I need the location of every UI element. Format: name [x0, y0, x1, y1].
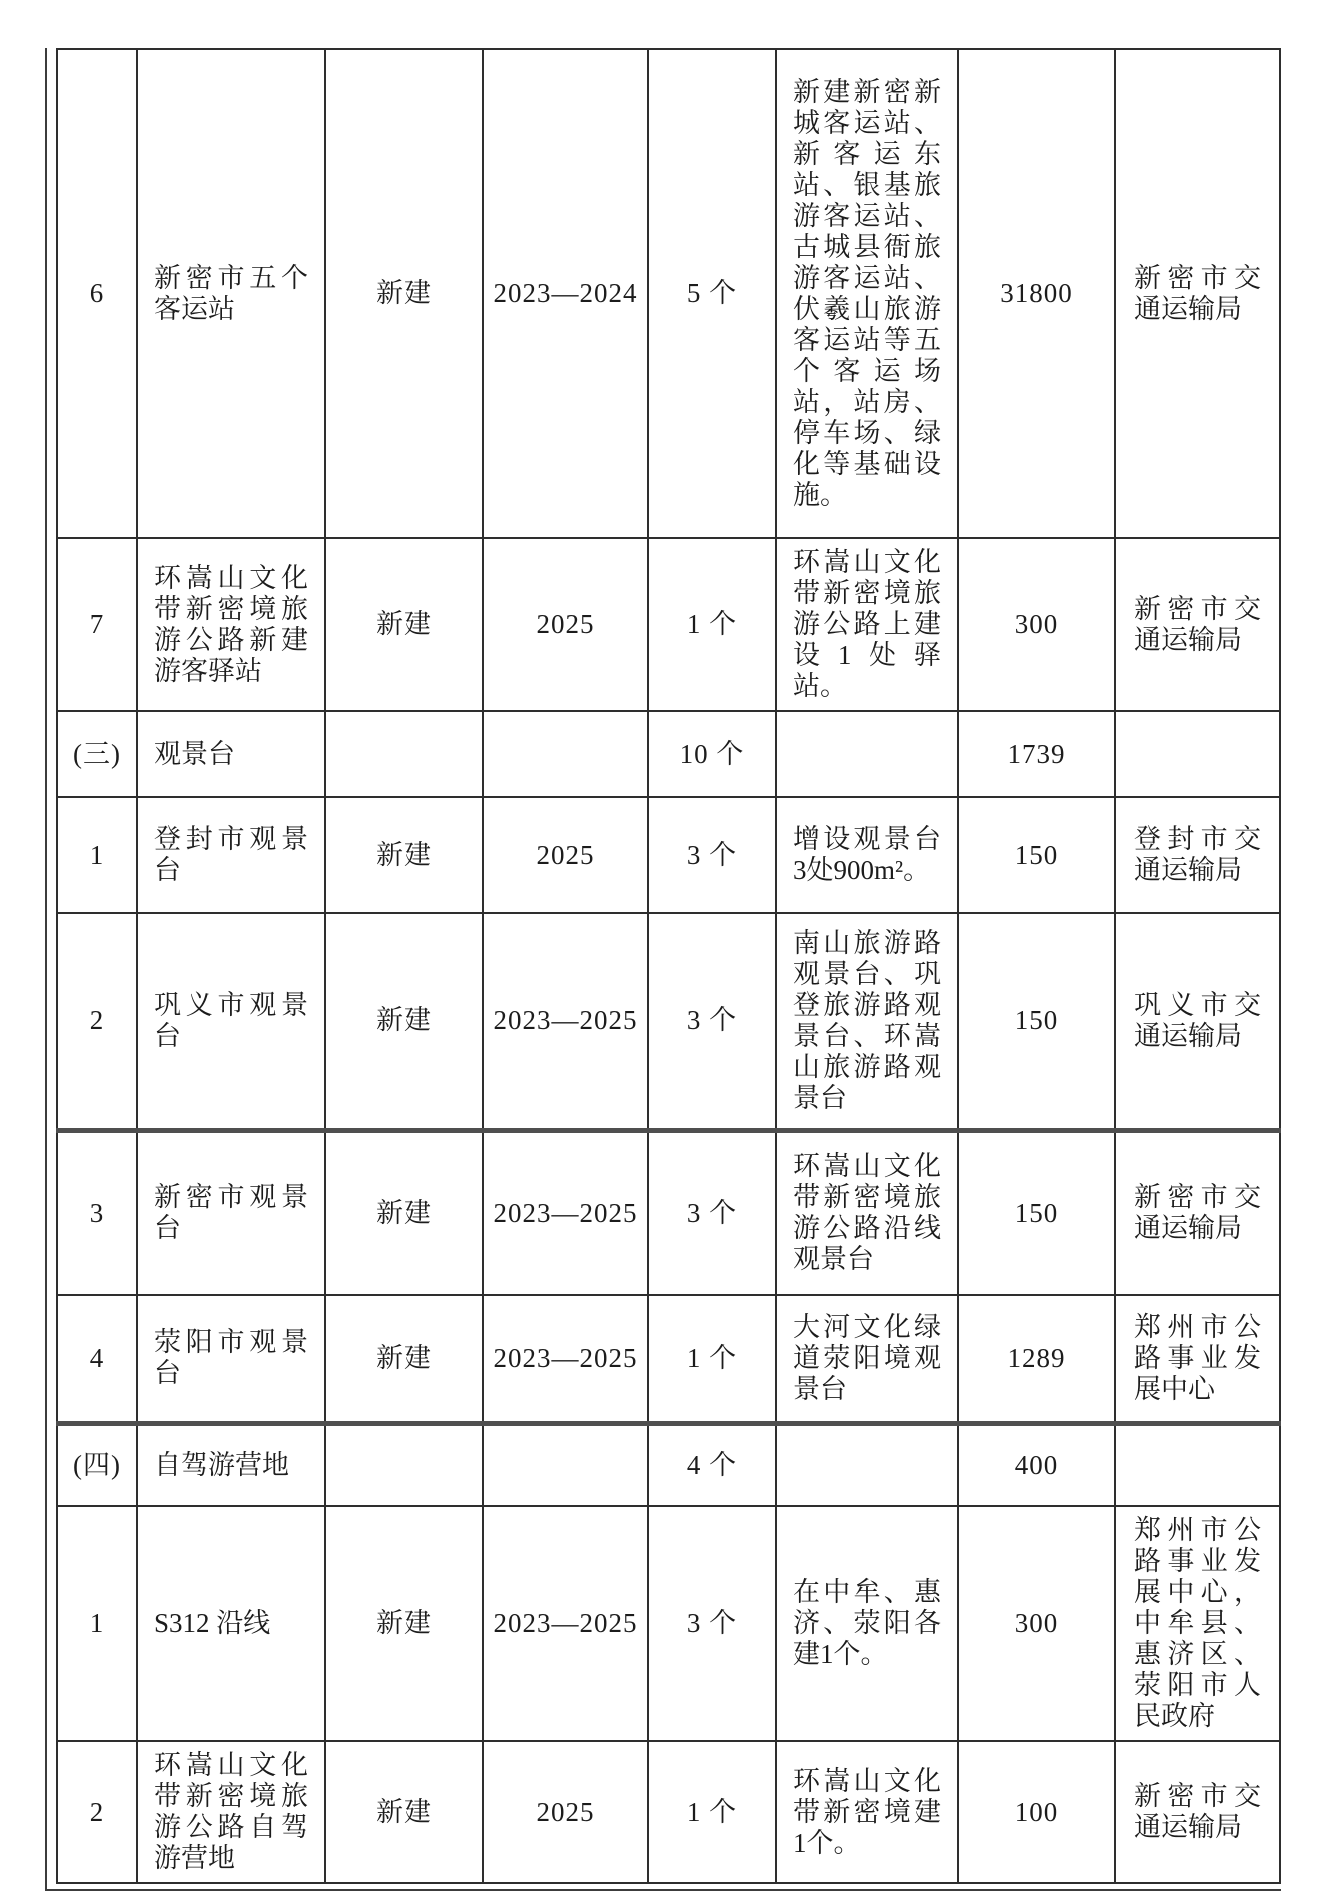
table-row	[57, 913, 1280, 1130]
cell-investment: 1289	[958, 1295, 1115, 1423]
cell-quantity: 3 个	[648, 1506, 776, 1741]
table-row-section	[57, 1423, 1280, 1506]
projects-table-wrapper	[45, 48, 1281, 1891]
cell-department: 新密市交通运输局	[1115, 49, 1280, 538]
cell-seq: (三)	[57, 711, 137, 797]
cell-seq: 1	[57, 797, 137, 913]
cell-investment: 150	[958, 913, 1115, 1130]
table-row	[57, 538, 1280, 711]
cell-quantity: 1 个	[648, 538, 776, 711]
cell-department	[1115, 711, 1280, 797]
cell-seq: 7	[57, 538, 137, 711]
cell-years: 2023—2024	[483, 49, 648, 538]
cell-seq: 2	[57, 1741, 137, 1883]
cell-nature: 新建	[325, 1130, 483, 1295]
cell-department: 登封市交通运输局	[1115, 797, 1280, 913]
table-row	[57, 1741, 1280, 1883]
cell-investment: 150	[958, 1130, 1115, 1295]
cell-investment: 100	[958, 1741, 1115, 1883]
table-row	[57, 797, 1280, 913]
cell-nature: 新建	[325, 49, 483, 538]
cell-nature: 新建	[325, 538, 483, 711]
cell-content: 增设观景台3处900m²。	[776, 797, 958, 913]
cell-seq: 1	[57, 1506, 137, 1741]
cell-project: 环嵩山文化带新密境旅游公路自驾游营地	[137, 1741, 325, 1883]
cell-project: 观景台	[137, 711, 325, 797]
cell-quantity: 4 个	[648, 1423, 776, 1506]
cell-project: 自驾游营地	[137, 1423, 325, 1506]
table-row	[57, 49, 1280, 538]
cell-project: 新密市观景台	[137, 1130, 325, 1295]
cell-department: 郑州市公路事业发展中心	[1115, 1295, 1280, 1423]
table-row	[57, 1506, 1280, 1741]
cell-content: 大河文化绿道荥阳境观景台	[776, 1295, 958, 1423]
cell-investment: 31800	[958, 49, 1115, 538]
cell-investment: 300	[958, 1506, 1115, 1741]
cell-content: 环嵩山文化带新密境旅游公路上建设1处驿站。	[776, 538, 958, 711]
cell-content: 新建新密新城客运站、新客运东站、银基旅游客运站、古城县衙旅游客运站、伏羲山旅游客运站等五个客运场站，站房、停车场、绿化等基础设施。	[776, 49, 958, 538]
cell-project: 荥阳市观景台	[137, 1295, 325, 1423]
cell-seq: 2	[57, 913, 137, 1130]
cell-years: 2023—2025	[483, 1506, 648, 1741]
cell-project: S312 沿线	[137, 1506, 325, 1741]
cell-content	[776, 1423, 958, 1506]
cell-nature: 新建	[325, 1741, 483, 1883]
cell-quantity: 5 个	[648, 49, 776, 538]
cell-investment: 300	[958, 538, 1115, 711]
cell-investment: 1739	[958, 711, 1115, 797]
cell-project: 巩义市观景台	[137, 913, 325, 1130]
cell-years	[483, 711, 648, 797]
cell-quantity: 1 个	[648, 1741, 776, 1883]
cell-seq: 3	[57, 1130, 137, 1295]
cell-nature: 新建	[325, 1506, 483, 1741]
cell-department: 巩义市交通运输局	[1115, 913, 1280, 1130]
cell-quantity: 1 个	[648, 1295, 776, 1423]
cell-department	[1115, 1423, 1280, 1506]
table-row	[57, 1130, 1280, 1295]
cell-investment: 150	[958, 797, 1115, 913]
cell-quantity: 3 个	[648, 797, 776, 913]
cell-years: 2025	[483, 1741, 648, 1883]
cell-investment: 400	[958, 1423, 1115, 1506]
cell-content	[776, 711, 958, 797]
cell-nature: 新建	[325, 1295, 483, 1423]
cell-seq: 6	[57, 49, 137, 538]
cell-seq: (四)	[57, 1423, 137, 1506]
cell-department: 新密市交通运输局	[1115, 1130, 1280, 1295]
cell-years: 2025	[483, 797, 648, 913]
cell-quantity: 10 个	[648, 711, 776, 797]
cell-project: 新密市五个客运站	[137, 49, 325, 538]
cell-content: 环嵩山文化带新密境旅游公路沿线观景台	[776, 1130, 958, 1295]
cell-quantity: 3 个	[648, 913, 776, 1130]
cell-years	[483, 1423, 648, 1506]
cell-department: 新密市交通运输局	[1115, 1741, 1280, 1883]
cell-content: 南山旅游路观景台、巩登旅游路观景台、环嵩山旅游路观景台	[776, 913, 958, 1130]
projects-table	[56, 48, 1281, 1884]
cell-years: 2025	[483, 538, 648, 711]
cell-quantity: 3 个	[648, 1130, 776, 1295]
cell-nature: 新建	[325, 797, 483, 913]
cell-nature	[325, 711, 483, 797]
cell-seq: 4	[57, 1295, 137, 1423]
cell-project: 环嵩山文化带新密境旅游公路新建游客驿站	[137, 538, 325, 711]
cell-department: 郑州市公路事业发展中心，中牟县、惠济区、荥阳市人民政府	[1115, 1506, 1280, 1741]
table-row	[57, 1295, 1280, 1423]
cell-years: 2023—2025	[483, 1295, 648, 1423]
cell-department: 新密市交通运输局	[1115, 538, 1280, 711]
cell-nature	[325, 1423, 483, 1506]
cell-project: 登封市观景台	[137, 797, 325, 913]
cell-years: 2023—2025	[483, 913, 648, 1130]
cell-content: 在中牟、惠济、荥阳各建1个。	[776, 1506, 958, 1741]
cell-years: 2023—2025	[483, 1130, 648, 1295]
cell-nature: 新建	[325, 913, 483, 1130]
cell-content: 环嵩山文化带新密境建1个。	[776, 1741, 958, 1883]
table-row-section	[57, 711, 1280, 797]
